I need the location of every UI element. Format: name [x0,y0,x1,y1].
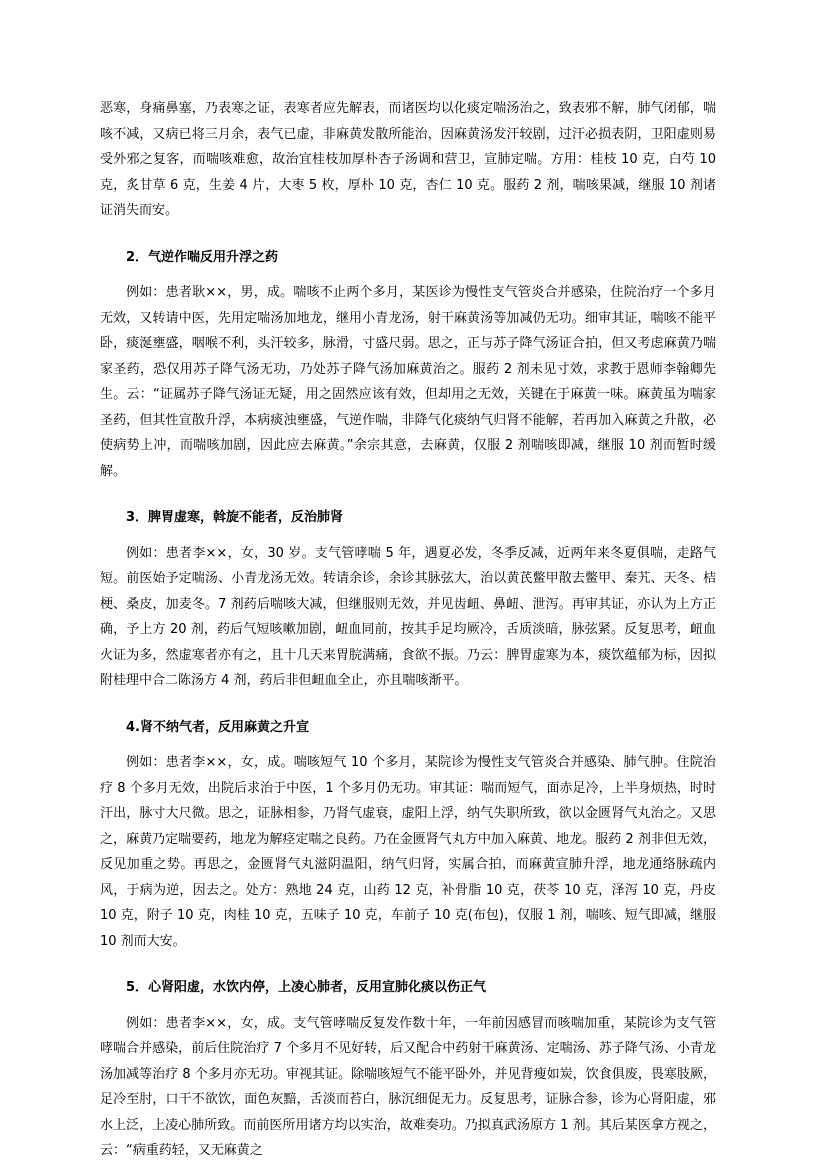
section-heading: 4.肾不纳气者，反用麻黄之升宣 [126,719,309,735]
section-heading: 5．心肾阳虚，水饮内停，上凌心肺者，反用宣肺化痰以伤正气 [126,980,487,995]
paragraph-spacer [100,224,716,234]
paragraph-spacer [100,484,716,494]
section-heading: 2．气逆作喘反用升浮之药 [126,249,279,265]
paragraph-spacer [100,954,716,964]
paragraph: 例如：患者李××，女，成。喘咳短气 10 个多月，某院诊为慢性支气管炎合并感染、肺气肿。住院治疗 8 个多月无效，出院后求治于中医，1 个多月仍无功。审其证：喘而短气，面赤足冷，上半身烦热，时时汗出，脉寸大尺微。思之，证脉相参，乃肾气虚衰，虚阳上浮，纳气失职所致，欲以金匮肾气丸治之。又思之，麻黄乃定喘要药，地龙为解痉定喘之良药。乃在金匮肾气丸方中加入麻黄、地龙。服药 2 剂非但无效，反见加重之势。再思之，金匮肾气丸滋阴温阳，纳气归肾，实属合拍，而麻黄宣肺升浮，地龙通络脉疏内风，于病为逆，因去之。处方：熟地 24 克，山药 12 克，补骨脂 10 克，茯苓 10 克，泽泻 10 克，丹皮 10 克，附子 10 克，肉桂 10 克，五味子 10 克，车前子 10 克(布包)，仅服 1 剂，喘咳、短气即减，继服 10 剂而大安。 [100,755,716,949]
paragraph: 例如：患者李××，女，30 岁。支气管哮喘 5 年，遇夏必发，冬季反减，近两年来冬夏俱喘，走路气短。前医始予定喘汤、小青龙汤无效。转请余诊，余诊其脉弦大，治以黄芪鳖甲散去鳖甲、秦艽、天冬、桔梗、桑皮，加麦冬。7 剂药后喘咳大减，但继服则无效，并见齿衄、鼻衄、泄泻。再审其证，亦认为上方正确，予上方 20 剂，药后气短咳嗽加剧，衄血同前，按其手足均厥冷，舌质淡暗，脉弦紧。反复思考，衄血火证为多，然虚寒者亦有之，且十几天来胃脘满痛，食欲不振。乃云：脾胃虚寒为本，痰饮蕴郁为标，因拟附桂理中合二陈汤方 4 剂，药后非但衄血全止，亦且喘咳渐平。 [100,545,716,688]
document-body [100,96,716,1164]
paragraph: 例如：患者耿××，男，成。喘咳不止两个多月，某医诊为慢性支气管炎合并感染，住院治疗一个多月无效，又转请中医，先用定喘汤加地龙，继用小青龙汤，射干麻黄汤等加减仍无功。细审其证，喘咳不能平卧，痰涎壅盛，咽喉不利，头汗较多，脉滑，寸盛尺弱。思之，正与苏子降气汤证合拍，但又考虑麻黄乃喘家圣药，恐仅用苏子降气汤无功，乃处苏子降气汤加麻黄治之。服药 2 剂未见寸效，求教于恩师李翰卿先生。云：“证属苏子降气汤证无疑，用之固然应该有效，但却用之无效，关键在于麻黄一味。麻黄虽为喘家圣药，但其性宣散升浮，本病痰浊壅盛，气逆作喘，非降气化痰纳气归肾不能解，若再加入麻黄之升散，必使病势上冲，而喘咳加剧，因此应去麻黄。”余宗其意，去麻黄，仅服 2 剂喘咳即减，继服 10 剂而暂时缓解。 [100,285,716,479]
paragraph: 例如：患者李××，女，成。支气管哮喘反复发作数十年，一年前因感冒而咳喘加重，某院诊为支气管哮喘合并感染，前后住院治疗 7 个多月不见好转，后又配合中药射干麻黄汤、定喘汤、苏子降气汤、小青龙汤加减等治疗 8 个多月亦无功。审视其证。除喘咳短气不能平卧外，并见背瘦如炭，饮食俱废，畏寒肢厥，足冷至肘，口干不欲饮，面色灰黯，舌淡而苔白，脉沉细促无力。反复思考，证脉合参，诊为心肾阳虚，邪水上泛，上凌心肺所致。而前医所用诸方均以实治，故难奏功。乃拟真武汤原方 1 剂。其后某医拿方视之，云：“病重药轻，又无麻黄之 [100,1015,716,1158]
paragraph: 恶寒，身痛鼻塞，乃表寒之证，表寒者应先解表，而诸医均以化痰定喘汤治之，致表邪不解，肺气闭郁，喘咳不减，又病已将三月余，表气已虚，非麻黄发散所能治，因麻黄汤发汗较剧，过汗必损表阴，卫阳虚则易受外邪之复客，而喘咳难愈，故治宜桂枝加厚朴杏子汤调和营卫，宣肺定喘。方用：桂枝 10 克，白芍 10 克，炙甘草 6 克，生姜 4 片，大枣 5 枚，厚朴 10 克，杏仁 10 克。服药 2 剂，喘咳果减，继服 10 剂诸证消失而安。 [100,101,716,218]
section-heading: 3．脾胃虚寒，斡旋不能者，反治肺肾 [126,510,344,525]
paragraph-spacer [100,694,716,704]
